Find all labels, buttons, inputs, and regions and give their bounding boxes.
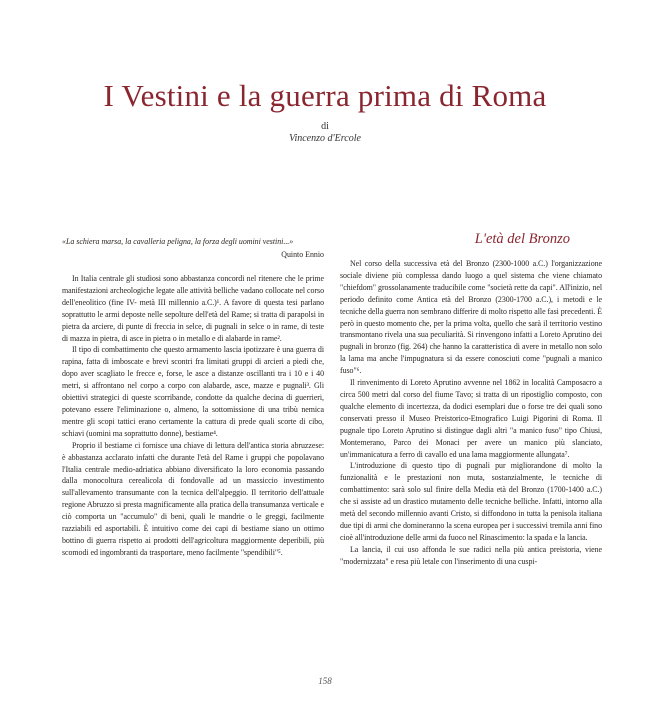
body-paragraph: Proprio il bestiame ci fornisce una chiave di lettura dell'antica storia abruzzese: è abbastanza acclarato infatti che durante l'età del Rame i gruppi che popolavano l'Italia centrale medio-adriatica abbiano diversificato la loro economia passando dalla monocoltura cerealicola di fondovalle ad un massiccio investimento sull'allevamento transumante con la tecnica dell'alpeggio. Il territorio dell'attuale regione Abruzzo si presta magnificamente alla pratica della transumanza verticale e ciò comporta un "accumulo" di beni, quali le mandrie o le greggi, facilmente razziabili ed asportabili. È intuitivo come dei capi di bestiame siano un ottimo bottino di guerra rispetto ai prodotti dell'agricoltura maggiormente deperibili, più scomodi ed ingombranti da trasportare, meno facilmente "spendibili"⁵.	[62, 440, 324, 557]
page-number: 158	[318, 676, 332, 686]
section-heading: L'età del Bronzo	[474, 231, 570, 247]
body-paragraph: Il tipo di combattimento che questo armamento lascia ipotizzare è una guerra di rapina, fatta di imboscate e brevi scontri fra limitati gruppi di arcieri a piedi che, dopo aver scagliato le frecce e, forse, le asce a distanze oscillanti tra i 10 e i 40 metri, si affrontano nel corpo a corpo con alabarde, asce, mazze e pugnali³. Gli obiettivi strategici di queste scorribande, condotte da qualche decina di guerrieri, potevano essere l'eliminazione o, almeno, la sottomissione di una tribù nemica mentre gli scopi tattici erano certamente la cattura di prede quali scorte di cibo, schiavi (uomini ma soprattutto donne), bestiame⁴.	[62, 345, 324, 438]
right-column	[340, 231, 602, 568]
article-title: I Vestini e la guerra prima di Roma	[103, 78, 547, 113]
author-name: Vincenzo d'Ercole	[289, 133, 361, 144]
body-paragraph: Nel corso della successiva età del Bronzo (2300-1000 a.C.) l'organizzazione sociale diviene più complessa dando luogo a quel sistema che viene chiamato "chiefdom" grossolanamente traducibile come "società rette da capi". All'inizio, nel periodo definito come Antica età del Bronzo (2300-1700 a.C.), i metodi e le tecniche della guerra non sembrano differire di molto rispetto alle fasi precedenti. È però in questo momento che, per la prima volta, quello che sarà il territorio vestino transmontano rivela una sua peculiarità. Si rinvengono infatti a Loreto Aprutino dei pugnali in bronzo (fig. 264) che hanno la caratteristica di avere in metallo non solo la lama ma anche l'impugnatura si da essere conosciuti come "pugnali a manico fuso"⁶.	[340, 259, 602, 376]
epigraph-attribution: Quinto Ennio	[281, 250, 324, 259]
epigraph-quote: «La schiera marsa, la cavalleria peligna, la forza degli uomini vestini...»	[62, 237, 294, 246]
body-paragraph: Il rinvenimento di Loreto Aprutino avvenne nel 1862 in località Camposacro a circa 500 metri dal corso del fiume Tavo; si tratta di un ripostiglio composto, con qualche elemento di incertezza, da dodici esemplari due o forse tre dei quali sono conservati presso il Museo Preistorico-Etnografico Luigi Pigorini di Roma. Il pugnale tipo Loreto Aprutino si distingue dagli altri "a manico fuso" tipo Chiusi, Montemerano, Parco dei Monaci per avere un manico più slanciato, un'immanicatura a ferro di cavallo ed una lama maggiormente allungata⁷.	[340, 378, 602, 459]
left-column	[62, 236, 324, 559]
body-paragraph: La lancia, il cui uso affonda le sue radici nella più antica preistoria, viene "modernizzata" e resa più letale con l'inserimento di una cuspi-	[340, 544, 602, 566]
body-paragraph: In Italia centrale gli studiosi sono abbastanza concordi nel ritenere che le prime manifestazioni archeologiche legate alle attività belliche vadano collocate nel corso dell'eneolitico (fine IV- metà III millennio a.C.)¹. A favore di questa tesi parlano soprattutto le armi deposte nelle sepolture dell'età del Rame; si tratta di parapolsi in pietra da arciere, di punte di freccia in selce, di pugnali in selce o in rame, di teste di mazza in pietra, di asce in pietra o in metallo e di alabarde in rame².	[62, 274, 324, 343]
byline-prefix: di	[321, 121, 329, 132]
body-paragraph: L'introduzione di questo tipo di pugnali pur migliorandone di molto la funzionalità e le prestazioni non muta, sostanzialmente, le tecniche di combattimento: sarà solo sul finire della Media età del Bronzo (1700-1400 a.C.) che si assiste ad un drastico mutamento delle tecniche belliche. Infatti, intorno alla metà del secondo millennio avanti Cristo, si diffondono in tutta la penisola italiana due tipi di armi che domineranno la scena europea per i successivi tremila anni fino cioè all'introduzione delle armi da fuoco nel Rinascimento: la spada e la lancia.	[340, 461, 602, 542]
